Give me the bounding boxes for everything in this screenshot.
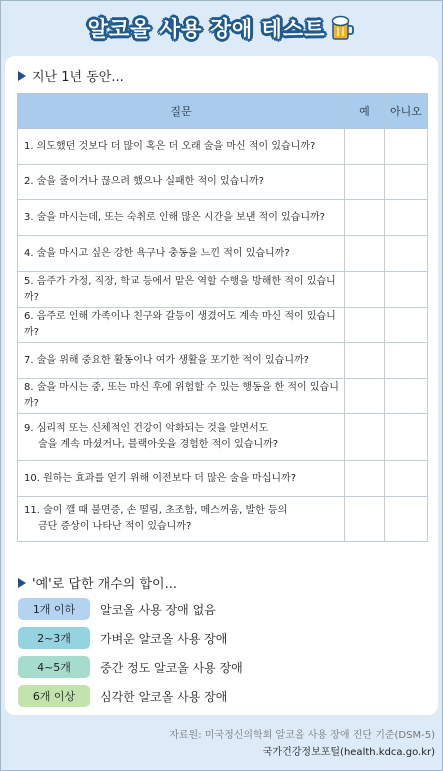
section-past-year-label: 지난 1년 동안... <box>32 70 124 85</box>
yes-answer-cell[interactable] <box>345 414 385 461</box>
question-text: 6. 음주로 인해 가족이나 친구와 갈등이 생겼어도 계속 마신 적이 있습니까? <box>24 311 336 338</box>
no-answer-cell[interactable] <box>385 129 428 165</box>
yes-answer-cell[interactable] <box>345 165 385 200</box>
no-answer-cell[interactable] <box>385 308 428 343</box>
no-answer-cell[interactable] <box>385 236 428 272</box>
legend-badge: 2~3개 <box>18 627 90 649</box>
no-answer-cell[interactable] <box>385 461 428 497</box>
question-cell <box>18 497 345 542</box>
legend-text: 알코올 사용 장애 없음 <box>100 602 216 617</box>
source-text: 자료원: 미국정신의학회 알코올 사용 장애 진단 기준(DSM-5) <box>169 730 435 741</box>
question-text: 2. 술을 줄이거나 끊으려 했으나 실패한 적이 있습니까? <box>24 176 264 187</box>
table-row <box>18 308 428 343</box>
question-cell <box>18 200 345 236</box>
question-text: 11. 술이 깰 때 불면증, 손 떨림, 초조함, 메스꺼움, 발한 등의 <box>24 505 288 516</box>
question-text: 7. 술을 위해 중요한 활동이나 여가 생활을 포기한 적이 있습니까? <box>24 354 309 366</box>
yes-answer-cell[interactable] <box>345 200 385 236</box>
table-row <box>18 129 428 165</box>
beer-mug-icon <box>331 15 355 41</box>
section-yes-count <box>18 573 177 592</box>
legend-badge: 4~5개 <box>18 656 90 678</box>
question-cell <box>18 343 345 379</box>
table-row <box>18 200 428 236</box>
legend-text: 가벼운 알코올 사용 장애 <box>100 631 228 646</box>
no-answer-cell[interactable] <box>385 200 428 236</box>
legend-text: 심각한 알코올 사용 장애 <box>100 689 228 704</box>
yes-answer-cell[interactable] <box>345 461 385 497</box>
no-answer-cell[interactable] <box>385 414 428 461</box>
question-text-continued: 금단 증상이 나타난 적이 있습니까? <box>38 521 192 532</box>
yes-answer-cell[interactable] <box>345 308 385 343</box>
page-title: 알코올 사용 장애 테스트 <box>87 17 326 41</box>
no-answer-cell[interactable] <box>385 497 428 542</box>
table-row <box>18 165 428 200</box>
header-no: 아니오 <box>385 94 428 129</box>
yes-answer-cell[interactable] <box>345 379 385 414</box>
question-cell <box>18 308 345 343</box>
question-cell <box>18 129 345 165</box>
legend-row <box>18 656 243 678</box>
table-row <box>18 414 428 461</box>
table-row <box>18 461 428 497</box>
no-answer-cell[interactable] <box>385 272 428 308</box>
legend-text: 중간 정도 알코올 사용 장애 <box>100 660 243 675</box>
legend-row <box>18 685 227 707</box>
table-row <box>18 272 428 308</box>
title-bar <box>0 8 443 48</box>
no-answer-cell[interactable] <box>385 379 428 414</box>
question-cell <box>18 165 345 200</box>
question-text-continued: 술을 계속 마셨거나, 블랙아웃을 경험한 적이 있습니까? <box>38 439 279 450</box>
yes-answer-cell[interactable] <box>345 129 385 165</box>
question-cell <box>18 236 345 272</box>
portal-text: 국가건강정보포털(health.kdca.go.kr) <box>262 747 435 758</box>
yes-answer-cell[interactable] <box>345 236 385 272</box>
question-text: 1. 의도했던 것보다 더 많이 혹은 더 오래 술을 마신 적이 있습니까? <box>24 140 316 152</box>
question-text: 10. 원하는 효과를 얻기 위해 이전보다 더 많은 술을 마십니까? <box>24 472 296 484</box>
legend-badge: 1개 이하 <box>18 598 90 620</box>
table-row <box>18 343 428 379</box>
question-text: 3. 술을 마시는데, 또는 숙취로 인해 많은 시간을 보낸 적이 있습니까? <box>24 211 325 223</box>
question-text: 5. 음주가 가정, 직장, 학교 등에서 맡은 역할 수행을 방해한 적이 있습니까? <box>24 275 336 303</box>
triangle-bullet-icon <box>18 578 26 588</box>
section-past-year <box>18 66 124 85</box>
no-answer-cell[interactable] <box>385 165 428 200</box>
yes-answer-cell[interactable] <box>345 272 385 308</box>
question-cell <box>18 414 345 461</box>
question-cell <box>18 272 345 308</box>
table-row <box>18 497 428 542</box>
table-row <box>18 236 428 272</box>
header-question: 질문 <box>18 94 345 129</box>
yes-answer-cell[interactable] <box>345 343 385 379</box>
yes-answer-cell[interactable] <box>345 497 385 542</box>
triangle-bullet-icon <box>18 71 26 81</box>
question-cell <box>18 461 345 497</box>
header-yes: 예 <box>345 94 385 129</box>
legend-row <box>18 598 216 620</box>
question-text: 4. 술을 마시고 싶은 강한 욕구나 충동을 느낀 적이 있습니까? <box>24 247 290 259</box>
question-text: 8. 술을 마시는 중, 또는 마신 후에 위험할 수 있는 행동을 한 적이 있습니까? <box>24 382 339 409</box>
legend-badge: 6개 이상 <box>18 685 90 707</box>
no-answer-cell[interactable] <box>385 343 428 379</box>
questionnaire-table <box>17 93 428 542</box>
question-text: 9. 심리적 또는 신체적인 건강이 악화되는 것을 알면서도 <box>24 423 269 434</box>
table-row <box>18 379 428 414</box>
table-header-row <box>18 94 428 129</box>
question-cell <box>18 379 345 414</box>
legend-row <box>18 627 227 649</box>
section-yes-count-label: '예'로 답한 개수의 합이... <box>32 577 177 592</box>
